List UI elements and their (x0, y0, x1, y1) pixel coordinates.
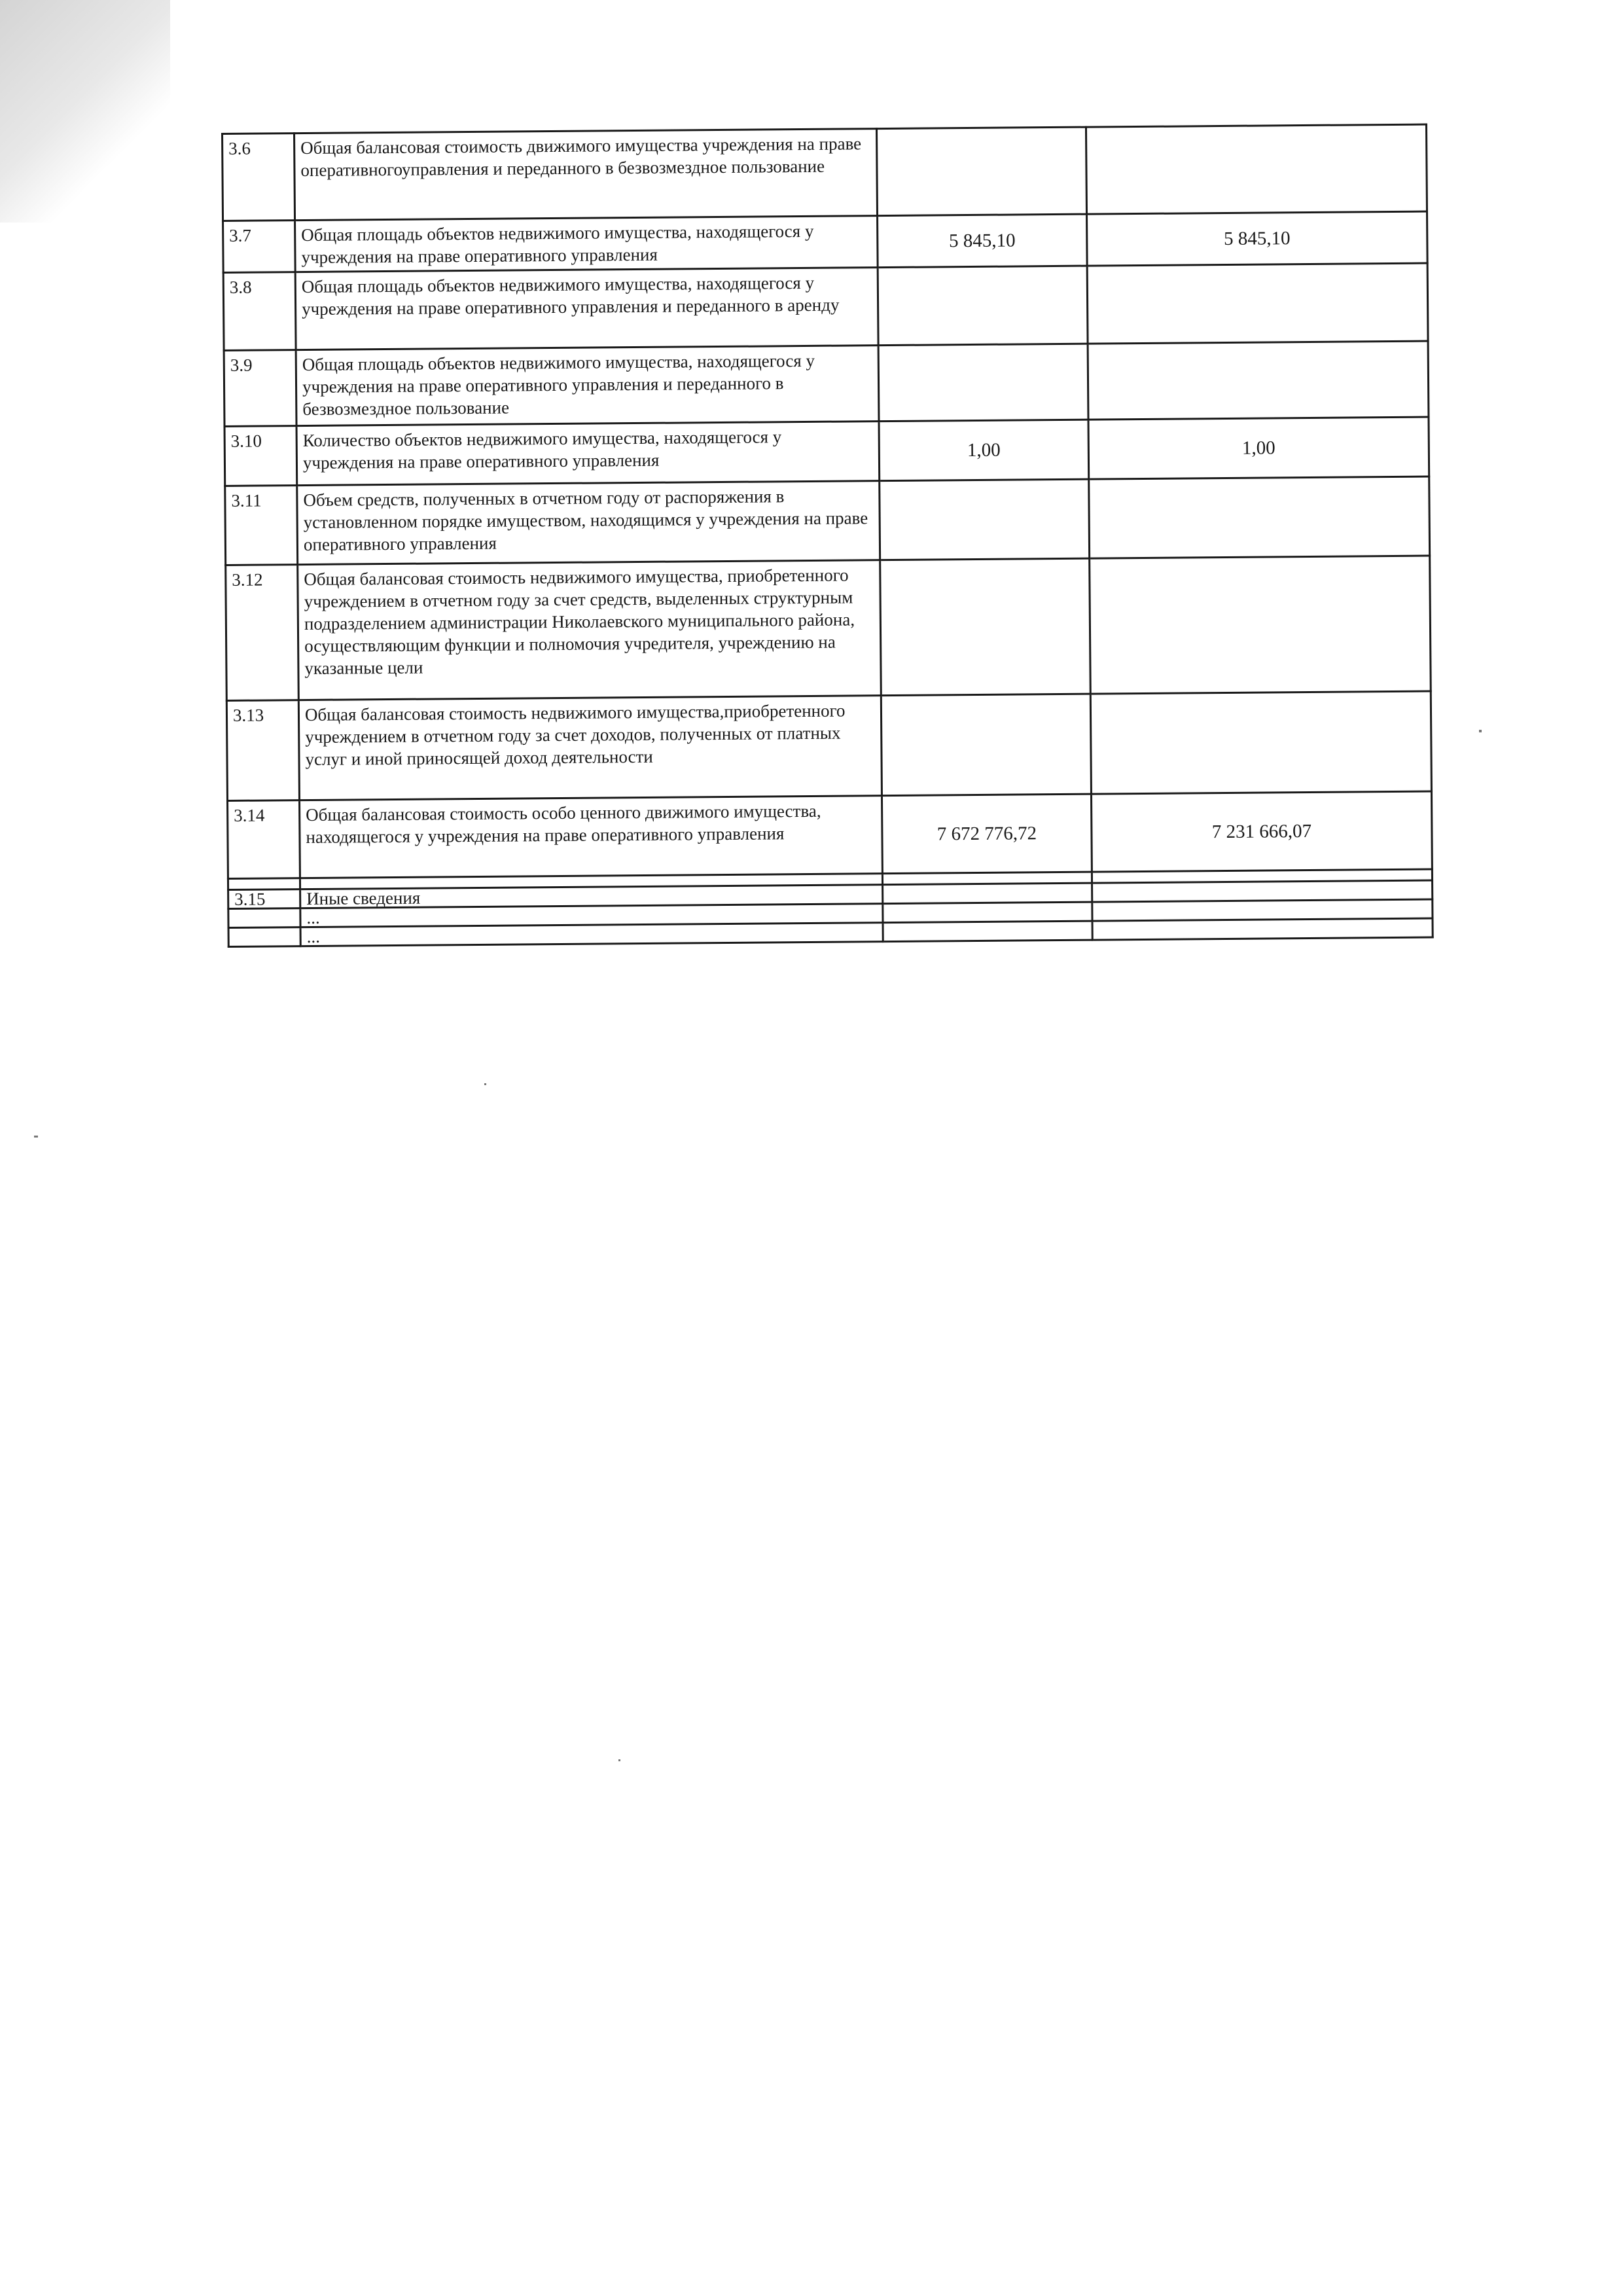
table-row (226, 691, 1431, 800)
row-description: Иные сведения (300, 885, 883, 908)
value-prev-year: 1,00 (879, 420, 1089, 481)
value-current-year (1086, 124, 1427, 214)
value-prev-year (880, 558, 1091, 696)
row-number: 3.7 (223, 221, 296, 273)
row-description: Общая площадь объектов недвижимого имущества, находящегося у учреждения на праве оперативного управления и переданного в аренду (295, 268, 878, 350)
value-prev-year: 5 845,10 (878, 214, 1088, 268)
table-row (224, 417, 1429, 486)
scan-speck (34, 1136, 38, 1138)
row-description: Объем средств, полученных в отчетном году от распоряжения в установленном порядке имуществом, находящимся у учреждения на праве оперативного управления (297, 481, 880, 565)
row-description: ... (300, 904, 883, 927)
value-current-year: 7 231 666,07 (1091, 791, 1432, 872)
value-current-year (1088, 341, 1429, 420)
row-number: 3.11 (225, 486, 298, 565)
row-number (228, 908, 300, 928)
row-number: 3.10 (224, 426, 297, 486)
value-current-year: 5 845,10 (1087, 211, 1428, 266)
row-description: Общая балансовая стоимость особо ценного движимого имущества, находящегося у учреждения на праве оперативного управления (300, 796, 883, 878)
value-prev-year (883, 883, 1092, 904)
value-prev-year (883, 902, 1092, 923)
value-prev-year (876, 127, 1086, 216)
value-prev-year (878, 266, 1088, 346)
row-number: 3.14 (228, 800, 300, 879)
row-number: 3.12 (226, 565, 299, 701)
row-description: Количество объектов недвижимого имущества, находящегося у учреждения на праве оперативного управления (296, 422, 880, 486)
row-number (228, 927, 300, 947)
table-row (226, 556, 1431, 700)
value-prev-year (883, 921, 1092, 942)
table-row (225, 476, 1430, 565)
row-description: Общая балансовая стоимость движимого имущества учреждения на праве оперативногоуправления и переданного в безвозмездное пользование (294, 129, 878, 221)
row-description: Общая площадь объектов недвижимого имущества, находящегося у учреждения на праве оперативного управления (295, 216, 878, 272)
row-number: 3.6 (223, 134, 295, 221)
value-current-year (1092, 899, 1433, 921)
value-current-year (1092, 880, 1433, 902)
table-row (223, 263, 1428, 350)
value-prev-year (881, 694, 1091, 796)
row-number: 3.8 (223, 272, 296, 351)
table-row (224, 341, 1429, 426)
row-description: ... (300, 923, 883, 946)
value-current-year: 1,00 (1088, 417, 1429, 479)
scan-speck (484, 1083, 486, 1085)
table-row (228, 791, 1433, 878)
row-description: Общая балансовая стоимость недвижимого имущества,приобретенного учреждением в отчетном году за счет доходов, полученных от платных услуг и иной приносящей доход деятельности (298, 696, 882, 800)
row-number: 3.9 (224, 350, 296, 427)
property-info-table (221, 124, 1434, 948)
row-number: 3.13 (226, 700, 299, 801)
scan-speck (618, 1759, 620, 1761)
table-row (223, 124, 1427, 221)
scan-speck (1479, 730, 1482, 732)
value-current-year (1087, 263, 1428, 344)
scan-margin-shadow (0, 0, 170, 223)
value-current-year (1089, 476, 1430, 558)
value-prev-year (878, 344, 1088, 422)
row-description: Общая балансовая стоимость недвижимого имущества, приобретенного учреждением в отчетном году за счет средств, выделенных структурным подразделением администрации Николаевского муниципального района, осуществляющим функции и полномочия учредителя, учреждению на указанные цели (298, 560, 882, 700)
table-row (223, 211, 1428, 272)
value-current-year (1092, 918, 1433, 940)
value-prev-year (880, 479, 1090, 560)
row-description: Общая площадь объектов недвижимого имущества, находящегося у учреждения на праве оперативного управления и переданного в безвозмездное пользование (296, 346, 879, 426)
value-current-year (1090, 691, 1431, 794)
value-current-year (1090, 556, 1431, 694)
value-prev-year: 7 672 776,72 (882, 794, 1092, 874)
row-number: 3.15 (228, 889, 300, 909)
